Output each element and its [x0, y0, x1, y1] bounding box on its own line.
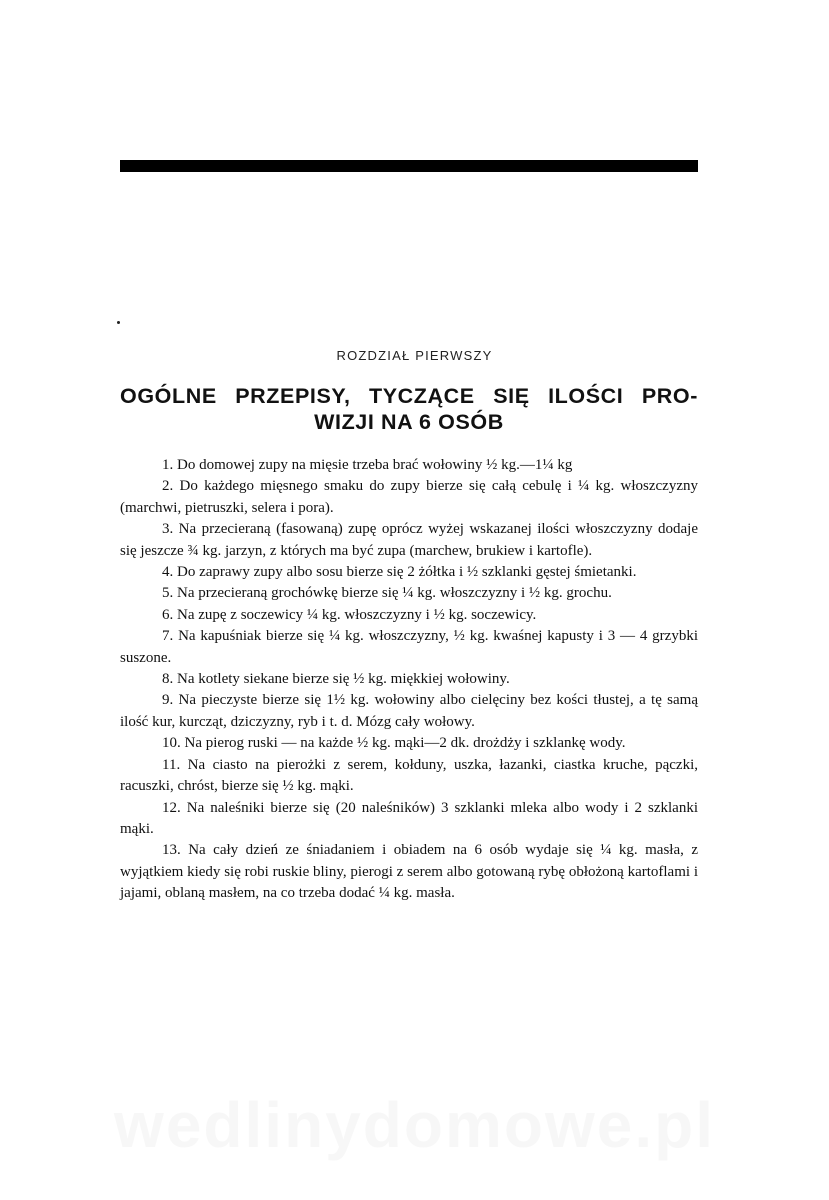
- list-item: 8. Na kotlety siekane bierze się ½ kg. miękkiej wołowiny.: [162, 671, 510, 688]
- list-item: 4. Do zaprawy zupy albo sosu bierze się 2 żółtka i ½ szklanki gęstej śmietanki.: [162, 564, 637, 581]
- list-item: 12. Na naleśniki bierze się (20 naleśników) 3 szklanki mleka albo wody i 2 szklanki mąki.: [120, 799, 698, 837]
- top-rule: [120, 160, 698, 172]
- recipe-list: [120, 455, 698, 905]
- chapter-title: [120, 383, 698, 435]
- list-item: 3. Na przecieraną (fasowaną) zupę oprócz wyżej wskazanej ilości włoszczyzny dodaje się jeszcze ¾ kg. jarzyn, z których ma być zupa (marchew, brukiew i kartofle).: [120, 521, 698, 559]
- list-item: 1. Do domowej zupy na mięsie trzeba brać wołowiny ½ kg.—1¼ kg: [162, 457, 573, 473]
- chapter-title-line-2: WIZJI NA 6 OSÓB: [314, 410, 504, 434]
- list-item: 9. Na pieczyste bierze się 1½ kg. wołowiny albo cielęciny bez kości tłustej, a tę samą ilość kur, kurcząt, dziczyzny, ryb i t. d. Mózg cały wołowy.: [120, 692, 698, 730]
- list-item: 11. Na ciasto na pierożki z serem, kołduny, uszka, łazanki, ciastka kruche, pączki, racuszki, chróst, bierze się ½ kg. mąki.: [120, 756, 698, 795]
- list-item: 5. Na przecieraną grochówkę bierze się ¼ kg. włoszczyzny i ½ kg. grochu.: [162, 585, 612, 602]
- list-item: 2. Do każdego mięsnego smaku do zupy bierze się całą cebulę i ¼ kg. włoszczyzny (marchwi, pietruszki, selera i pora).: [120, 478, 698, 516]
- print-speck: [117, 321, 120, 324]
- chapter-title-line-1: OGÓLNE PRZEPISY, TYCZĄCE SIĘ ILOŚCI PRO-: [120, 384, 698, 408]
- list-item: 13. Na cały dzień ze śniadaniem i obiadem na 6 osób wydaje się ¼ kg. masła, z wyjątkiem kiedy się robi ruskie bliny, pierogi z serem albo gotowaną rybę obłożoną kartoflami i jajami, oblaną masłem, na co trzeba dodać ¼ kg. masła.: [120, 842, 698, 902]
- list-item: 10. Na pierog ruski — na każde ½ kg. mąki—2 dk. drożdży i szklankę wody.: [162, 735, 626, 752]
- watermark: wedlinydomowe.pl: [114, 1089, 715, 1161]
- list-item: 6. Na zupę z soczewicy ¼ kg. włoszczyzny i ½ kg. soczewicy.: [162, 606, 537, 623]
- chapter-label: ROZDZIAŁ PIERWSZY: [336, 348, 493, 363]
- list-item: 7. Na kapuśniak bierze się ¼ kg. włoszczyzny, ½ kg. kwaśnej kapusty i 3 — 4 grzybki suszone.: [120, 628, 698, 666]
